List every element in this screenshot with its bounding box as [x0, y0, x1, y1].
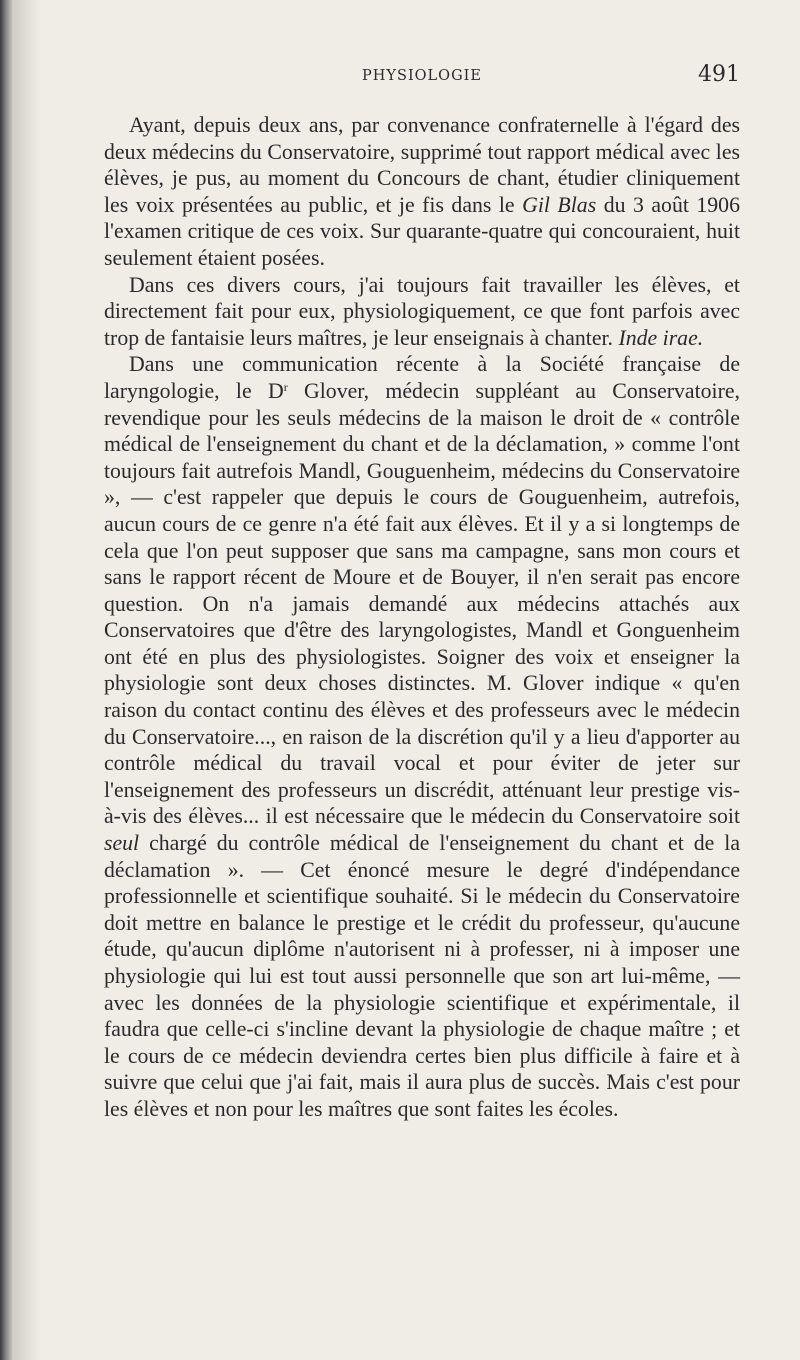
- page-number: 491: [698, 62, 740, 87]
- paragraph-1-text-b: du 3 août 1906 l'examen critique de ces voix. Sur quarante-quatre qui concouraient, huit seulement étaient posées.: [104, 192, 740, 270]
- paragraph-3-text-b: Glover, médecin suppléant au Conservatoire, revendique pour les seuls médecins de la maison le droit de « contrôle médical de l'enseignement du chant et de la déclamation, » comme l'ont toujours fait autrefois Mandl, Gouguenheim, médecins du Conservatoire », — c'est rappeler que depuis le cours de Gouguenheim, autrefois, aucun cours de ce genre n'a été fait aux élèves. Et il y a si longtemps de cela que l'on peut supposer que sans ma campagne, sans mon cours et sans le rapport récent de Moure et de Bouyer, il n'en serait pas encore question. On n'a jamais demandé aux médecins attachés aux Conservatoires que d'être des laryngologistes, Mandl et Gonguenheim ont été en plus des physiologistes. Soigner des voix et enseigner la physiologie sont deux choses distinctes. M. Glover indique « qu'en raison du contact continu des élèves et des professeurs avec le médecin du Conservatoire..., en raison de la discrétion qu'il y a lieu d'apporter au contrôle médical du travail vocal et pour éviter de jeter sur l'enseignement des professeurs un discrédit, atténuant leur prestige vis-à-vis des élèves... il est nécessaire que le médecin du Conservatoire soit: [104, 378, 740, 829]
- paragraph-3-superscript: r: [283, 379, 288, 394]
- paragraph-3-text-a: Dans une communication récente à la Société française de laryngologie, le D: [104, 352, 740, 403]
- paragraph-3: [104, 351, 740, 1122]
- paragraph-1-italic-gil-blas: Gil Blas: [522, 192, 597, 217]
- book-page: [104, 60, 740, 1123]
- book-binding-edge: [0, 0, 14, 1360]
- paragraph-1: [104, 112, 740, 272]
- running-head: [104, 60, 740, 100]
- paragraph-2-italic-inde-irae: Inde irae.: [618, 325, 704, 350]
- body-text: [104, 112, 740, 1123]
- paragraph-3-text-c: chargé du contrôle médical de l'enseignement du chant et de la déclamation ». — Cet énoncé mesure le degré d'indépendance professionnelle et scientifique souhaité. Si le médecin du Conservatoire doit mettre en balance le prestige et le crédit du professeur, qu'aucune étude, qu'aucun diplôme n'autorisent ni à professer, ni à imposer une physiologie qui lui est tout aussi personnelle que son art lui-même, — avec les données de la physiologie scientifique et expérimentale, il faudra que celle-ci s'incline devant la physiologie de chaque maître ; et le cours de ce médecin deviendra certes bien plus difficile à faire et à suivre que celui que j'ai fait, mais il aura plus de succès. Mais c'est pour les élèves et non pour les maîtres que sont faites les écoles.: [104, 831, 740, 1121]
- paragraph-2-text-a: Dans ces divers cours, j'ai toujours fait travailler les élèves, et directement fait pour eux, physiologiquement, ce que font parfois avec trop de fantaisie leurs maîtres, je leur enseignais à chanter.: [104, 272, 740, 350]
- paragraph-1-text-a: Ayant, depuis deux ans, par convenance confraternelle à l'égard des deux médecins du Conservatoire, supprimé tout rapport médical avec les élèves, je pus, au moment du Concours de chant, étudier cliniquement les voix présentées au public, et je fis dans le: [104, 113, 740, 217]
- spine-shadow: [14, 0, 40, 1360]
- running-title: PHYSIOLOGIE: [362, 68, 482, 84]
- paragraph-3-italic-seul: seul: [104, 831, 140, 856]
- paragraph-2: [104, 272, 740, 352]
